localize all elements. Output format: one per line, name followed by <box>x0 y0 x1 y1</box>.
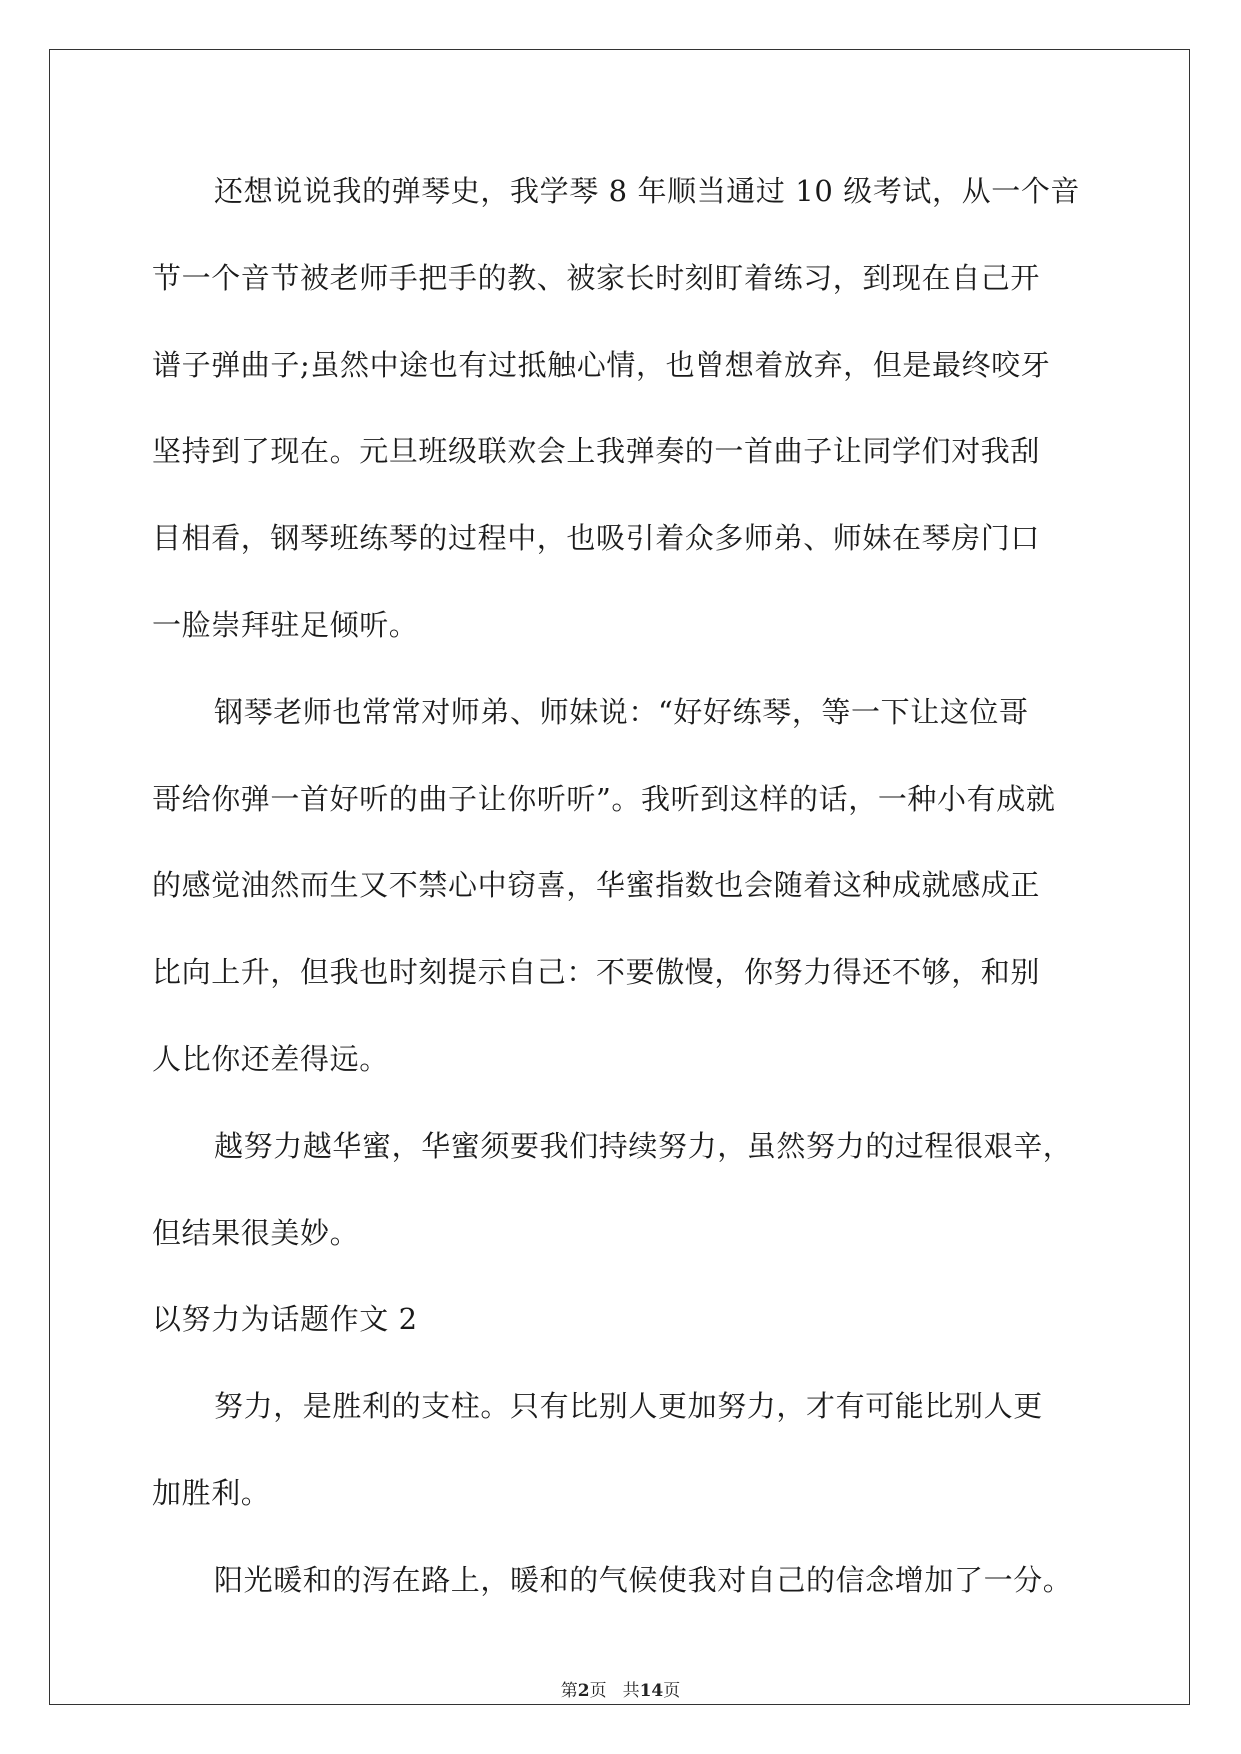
text-line: 加胜利。 <box>152 1475 271 1510</box>
text-line: 人比你还差得远。 <box>152 1041 389 1076</box>
text-line: 节一个音节被老师手把手的教、被家长时刻盯着练习，到现在自己开 <box>152 260 1041 295</box>
page-footer <box>0 1676 1241 1701</box>
page-suffix: 页 <box>589 1681 607 1701</box>
total-suffix: 页 <box>663 1681 681 1701</box>
text-line: 钢琴老师也常常对师弟、师妹说：“好好练琴，等一下让这位哥 <box>214 694 1029 729</box>
total-prefix: 共 <box>622 1681 640 1701</box>
text-line: 目相看，钢琴班练琴的过程中，也吸引着众多师弟、师妹在琴房门口 <box>152 521 1041 556</box>
text-line: 坚持到了现在。元旦班级联欢会上我弹奏的一首曲子让同学们对我刮 <box>152 434 1041 469</box>
text-line: 努力，是胜利的支柱。只有比别人更加努力，才有可能比别人更 <box>214 1389 1043 1424</box>
page-prefix: 第 <box>560 1681 578 1701</box>
text-line: 阳光暖和的泻在路上，暖和的气候使我对自己的信念增加了一分。 <box>214 1562 1073 1597</box>
total-pages: 14 <box>639 1681 664 1701</box>
text-line: 的感觉油然而生又不禁心中窃喜，华蜜指数也会随着这种成就感成正 <box>152 868 1041 903</box>
text-line: 一脸崇拜驻足倾听。 <box>152 607 419 642</box>
text-line: 但结果很美妙。 <box>152 1215 360 1250</box>
text-line: 越努力越华蜜，华蜜须要我们持续努力，虽然努力的过程很艰辛， <box>214 1128 1073 1163</box>
document-body <box>152 160 1096 1636</box>
text-line: 比向上升，但我也时刻提示自己：不要傲慢，你努力得还不够，和别 <box>152 955 1041 990</box>
page-number: 2 <box>577 1681 590 1701</box>
text-line: 哥给你弹一首好听的曲子让你听听”。我听到这样的话，一种小有成就 <box>152 781 1056 816</box>
section-heading: 以努力为话题作文 2 <box>152 1302 418 1337</box>
text-line: 谱子弹曲子;虽然中途也有过抵触心情，也曾想着放弃，但是最终咬牙 <box>152 347 1051 382</box>
text-line: 还想说说我的弹琴史，我学琴 8 年顺当通过 10 级考试，从一个音 <box>214 174 1081 208</box>
